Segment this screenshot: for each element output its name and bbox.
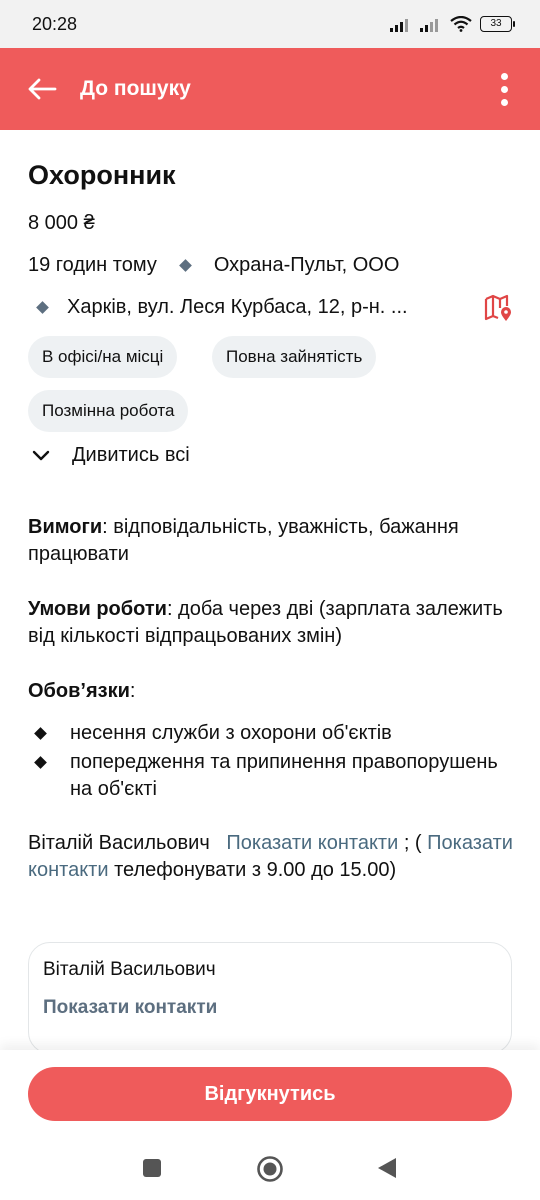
job-title: Охоронник xyxy=(28,160,176,190)
list-item xyxy=(28,720,518,747)
app-bar-title: До пошуку xyxy=(80,77,191,100)
status-time: 20:28 xyxy=(32,13,78,34)
recent-apps-icon[interactable] xyxy=(142,1158,162,1178)
signal-icon-2 xyxy=(420,16,442,32)
chevron-down-icon xyxy=(32,450,50,462)
contact-card xyxy=(28,942,512,1054)
requirements-paragraph xyxy=(28,514,518,568)
duties-label: Обов’язки xyxy=(28,680,130,702)
show-contacts-link-2[interactable]: Показати контакти xyxy=(28,832,513,881)
bottom-panel xyxy=(0,1050,540,1200)
separator-diamond-icon xyxy=(179,259,192,272)
show-contacts-link[interactable]: Показати контакти xyxy=(226,832,399,854)
arrow-left-icon xyxy=(27,77,57,101)
status-icons xyxy=(390,16,512,32)
duties-colon: : xyxy=(129,680,136,702)
map-pin-icon[interactable] xyxy=(484,294,514,322)
contact-card-show-contacts-button[interactable]: Показати контакти xyxy=(43,997,218,1018)
contact-person: Віталій Васильович xyxy=(28,832,210,854)
company-name[interactable]: Охрана-Пульт, ООО xyxy=(213,254,400,276)
system-nav-bar xyxy=(0,1150,540,1200)
location-diamond-icon xyxy=(36,301,49,314)
battery-icon: 33 xyxy=(480,16,512,32)
more-dot-icon xyxy=(501,73,508,80)
more-dot-icon xyxy=(501,86,508,93)
requirements-label: Вимоги xyxy=(28,516,103,538)
duties-heading xyxy=(28,678,518,705)
meta-row xyxy=(28,254,399,277)
chip-shift-work[interactable]: Позмінна робота xyxy=(28,390,188,432)
salary: 8 000 ₴ xyxy=(28,212,95,234)
list-item xyxy=(28,749,518,803)
app-bar xyxy=(0,48,540,130)
conditions-paragraph xyxy=(28,596,518,650)
back-button[interactable] xyxy=(24,71,60,107)
more-options-button[interactable] xyxy=(492,71,516,107)
bullet-diamond-icon xyxy=(34,756,47,769)
home-icon[interactable] xyxy=(256,1155,284,1183)
see-all-label: Дивитись всі xyxy=(72,444,190,466)
contact-paragraph xyxy=(28,830,518,884)
duty-text: несення служби з охорони об'єктів xyxy=(70,722,392,744)
bullet-diamond-icon xyxy=(34,727,47,740)
see-all-button[interactable] xyxy=(28,444,190,467)
posted-time: 19 годин тому xyxy=(28,254,157,276)
contact-mid-text: ; ( xyxy=(398,832,422,854)
status-bar xyxy=(0,0,540,48)
contact-tail-text: телефонувати з 9.00 до 15.00) xyxy=(108,859,397,881)
wifi-icon xyxy=(450,16,472,32)
back-nav-icon[interactable] xyxy=(376,1156,398,1180)
duties-list xyxy=(28,720,518,803)
chip-full-time[interactable]: Повна зайнятість xyxy=(212,336,376,378)
conditions-label: Умови роботи xyxy=(28,598,167,620)
respond-button[interactable]: Відгукнутись xyxy=(28,1067,512,1121)
duty-text: попередження та припинення правопорушень на об'єкті xyxy=(70,751,498,800)
more-dot-icon xyxy=(501,99,508,106)
location-text: Харків, вул. Леся Курбаса, 12, р-н. ... xyxy=(67,296,408,318)
location-row xyxy=(28,296,518,319)
contact-card-name: Віталій Васильович xyxy=(43,959,216,980)
signal-icon xyxy=(390,16,412,32)
chip-office[interactable]: В офісі/на місці xyxy=(28,336,177,378)
conditions-text: : доба через дві (зарплата залежить від кількості відпрацьованих змін) xyxy=(28,598,503,647)
requirements-text: : відповідальність, уважність, бажання працювати xyxy=(28,516,459,565)
